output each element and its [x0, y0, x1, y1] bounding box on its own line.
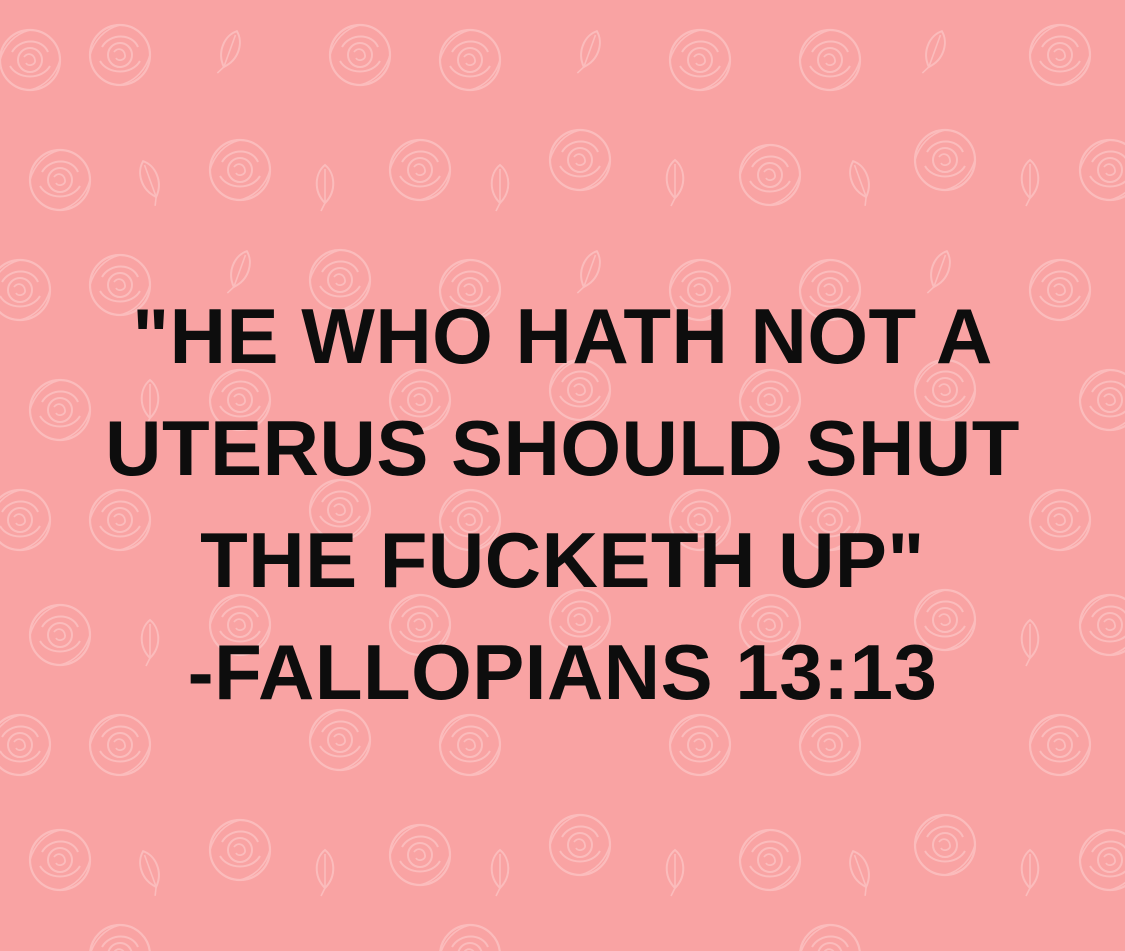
quote-line-1: "HE WHO HATH NOT A [132, 292, 993, 380]
quote-attribution: -FALLOPIANS 13:13 [187, 628, 938, 716]
quote-line-3: THE FUCKETH UP" [200, 516, 925, 604]
quote-line-2: UTERUS SHOULD SHUT [105, 404, 1020, 492]
meme-quote [0, 280, 1125, 728]
